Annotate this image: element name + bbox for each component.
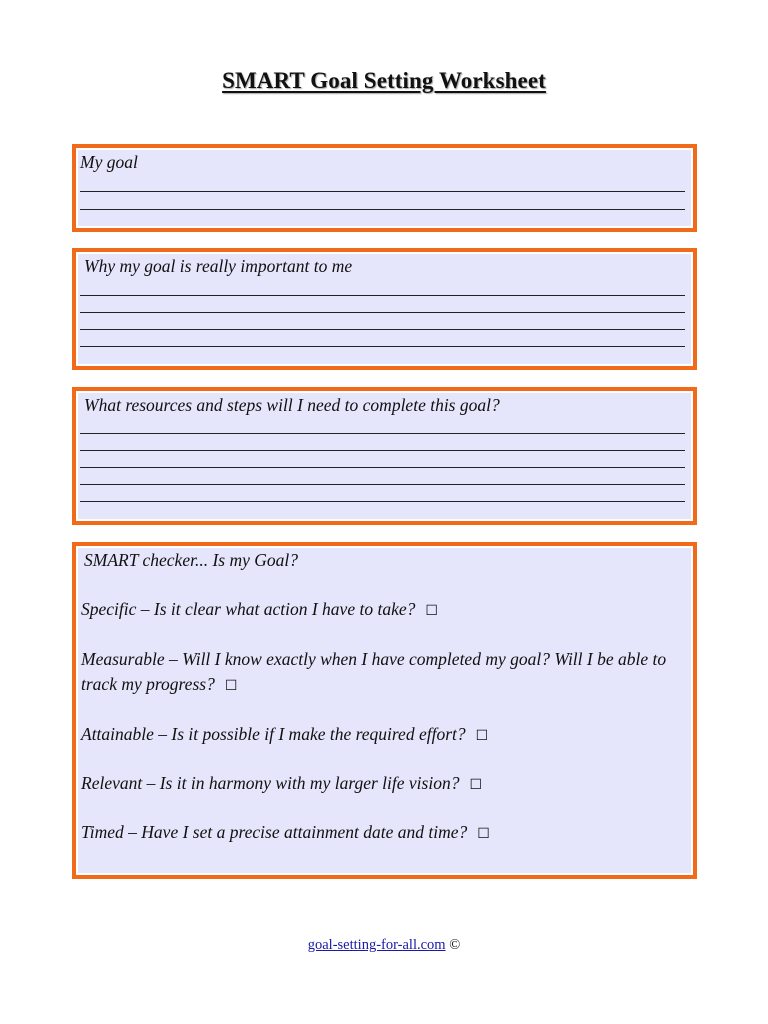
- resources-steps-line-2[interactable]: [80, 450, 685, 451]
- copyright-symbol: ©: [449, 937, 461, 953]
- checkbox-measurable[interactable]: ☐: [224, 678, 238, 694]
- checkbox-timed[interactable]: ☐: [477, 826, 490, 842]
- why-important-line-4[interactable]: [80, 346, 685, 347]
- checker-item-attainable: [81, 722, 681, 749]
- why-important-line-2[interactable]: [80, 312, 685, 313]
- why-important-line-1[interactable]: [80, 295, 685, 296]
- checkbox-relevant[interactable]: ☐: [469, 777, 483, 793]
- checker-item-measurable: [81, 647, 681, 699]
- checker-item-relevant-text: Relevant – Is it in harmony with my larger life vision?: [81, 773, 460, 793]
- resources-steps-line-4[interactable]: [80, 484, 685, 485]
- resources-steps-line-1[interactable]: [80, 433, 685, 434]
- page-title: SMART Goal Setting Worksheet: [222, 68, 546, 93]
- checker-item-specific-text: Specific – Is it clear what action I have to take?: [81, 599, 416, 619]
- checker-item-timed-text: Timed – Have I set a precise attainment date and time?: [81, 822, 468, 842]
- my-goal-label: My goal: [80, 152, 138, 172]
- checker-item-measurable-text: Measurable – Will I know exactly when I have completed my goal? Will I be able to track my progress?: [81, 649, 667, 694]
- resources-steps-line-5[interactable]: [80, 501, 685, 502]
- smart-checker-heading: SMART checker... Is my Goal?: [84, 550, 298, 570]
- checker-item-specific: [81, 597, 681, 624]
- footer: [0, 937, 768, 954]
- resources-steps-area: [78, 393, 691, 519]
- why-important-area: [78, 254, 691, 364]
- why-important-label: Why my goal is really important to me: [84, 256, 353, 276]
- checker-item-attainable-text: Attainable – Is it possible if I make the required effort?: [81, 724, 466, 744]
- my-goal-line-1[interactable]: [80, 191, 685, 192]
- my-goal-box: [72, 144, 697, 232]
- why-important-line-3[interactable]: [80, 329, 685, 330]
- checker-item-timed: [81, 820, 681, 847]
- resources-steps-box: [72, 387, 697, 525]
- resources-steps-label: What resources and steps will I need to complete this goal?: [84, 395, 500, 415]
- footer-website-link[interactable]: goal-setting-for-all.com: [307, 937, 446, 953]
- smart-checker-area: [78, 548, 691, 873]
- checkbox-attainable[interactable]: ☐: [475, 728, 489, 744]
- checker-item-relevant: [81, 771, 681, 798]
- why-important-box: [72, 248, 697, 370]
- my-goal-line-2[interactable]: [80, 209, 685, 210]
- checkbox-specific[interactable]: ☐: [425, 603, 438, 619]
- my-goal-area: [78, 150, 691, 226]
- smart-checker-box: [72, 542, 697, 879]
- resources-steps-line-3[interactable]: [80, 467, 685, 468]
